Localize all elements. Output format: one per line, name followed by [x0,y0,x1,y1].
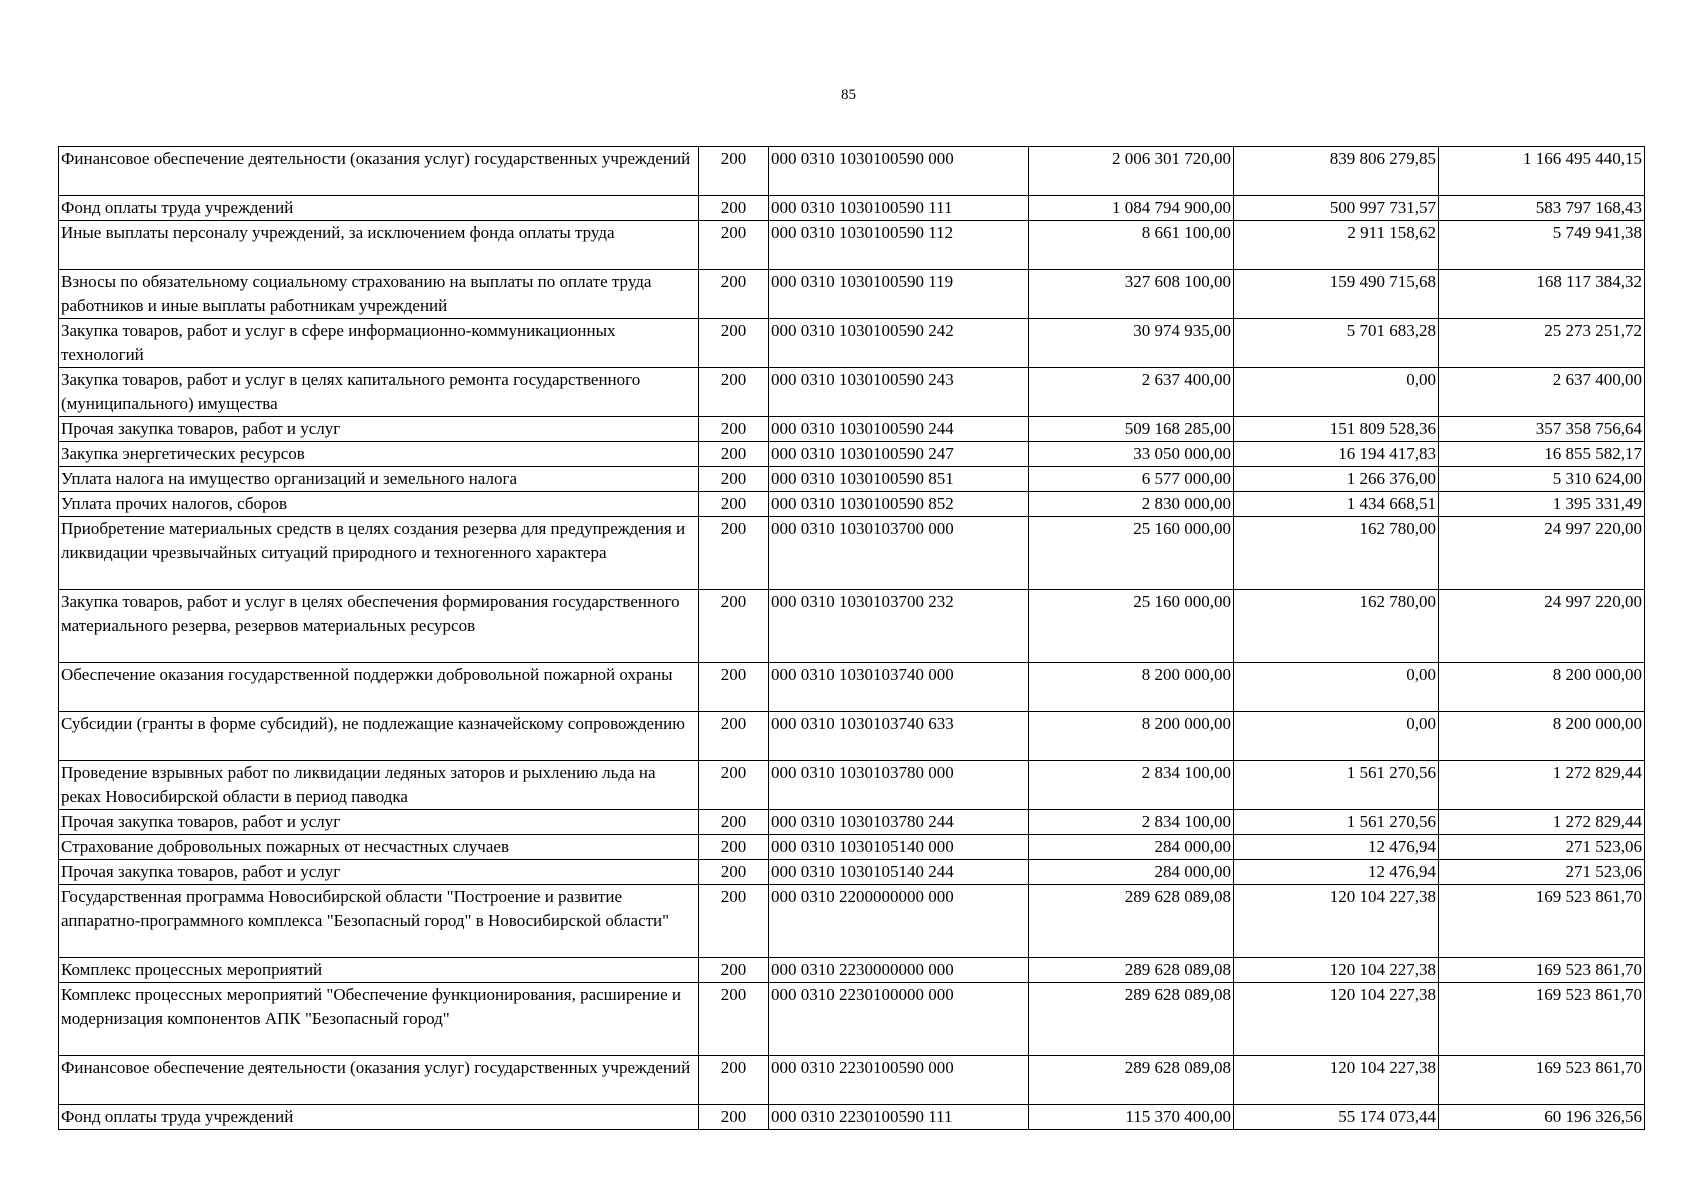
row-executed: 5 701 683,28 [1234,319,1439,368]
row-classification-code: 000 0310 1030105140 000 [769,835,1029,860]
row-name: Комплекс процессных мероприятий [59,958,699,983]
table-row [59,147,1645,196]
row-classification-code: 000 0310 1030100590 243 [769,368,1029,417]
row-name: Комплекс процессных мероприятий "Обеспечение функционирования, расширение и модернизация компонентов АПК "Безопасный город" [59,983,699,1056]
row-classification-code: 000 0310 1030100590 111 [769,196,1029,221]
table-row [59,590,1645,663]
row-name: Проведение взрывных работ по ликвидации ледяных заторов и рыхлению льда на реках Новосибирской области в период паводка [59,761,699,810]
row-line-code: 200 [699,1056,769,1105]
table-row [59,983,1645,1056]
row-executed: 12 476,94 [1234,860,1439,885]
row-approved: 1 084 794 900,00 [1029,196,1234,221]
row-approved: 30 974 935,00 [1029,319,1234,368]
row-executed: 120 104 227,38 [1234,1056,1439,1105]
row-line-code: 200 [699,492,769,517]
row-unexecuted: 24 997 220,00 [1439,517,1645,590]
row-line-code: 200 [699,885,769,958]
row-unexecuted: 169 523 861,70 [1439,983,1645,1056]
row-name: Финансовое обеспечение деятельности (оказания услуг) государственных учреждений [59,1056,699,1105]
row-classification-code: 000 0310 1030103740 633 [769,712,1029,761]
row-line-code: 200 [699,319,769,368]
row-classification-code: 000 0310 2230000000 000 [769,958,1029,983]
row-name: Уплата налога на имущество организаций и земельного налога [59,467,699,492]
table-row [59,368,1645,417]
row-name: Фонд оплаты труда учреждений [59,196,699,221]
row-executed: 162 780,00 [1234,590,1439,663]
row-classification-code: 000 0310 1030100590 247 [769,442,1029,467]
row-line-code: 200 [699,196,769,221]
table-row [59,1105,1645,1130]
row-executed: 120 104 227,38 [1234,983,1439,1056]
row-executed: 16 194 417,83 [1234,442,1439,467]
row-name: Закупка энергетических ресурсов [59,442,699,467]
row-unexecuted: 1 395 331,49 [1439,492,1645,517]
row-approved: 8 661 100,00 [1029,221,1234,270]
row-name: Взносы по обязательному социальному страхованию на выплаты по оплате труда работников и иные выплаты работникам учреждений [59,270,699,319]
row-executed: 1 561 270,56 [1234,810,1439,835]
row-classification-code: 000 0310 1030100590 852 [769,492,1029,517]
row-executed: 151 809 528,36 [1234,417,1439,442]
row-approved: 284 000,00 [1029,835,1234,860]
row-executed: 120 104 227,38 [1234,885,1439,958]
table-row [59,492,1645,517]
table-row [59,196,1645,221]
row-line-code: 200 [699,467,769,492]
row-classification-code: 000 0310 1030100590 244 [769,417,1029,442]
row-executed: 159 490 715,68 [1234,270,1439,319]
row-approved: 509 168 285,00 [1029,417,1234,442]
row-approved: 327 608 100,00 [1029,270,1234,319]
row-executed: 0,00 [1234,368,1439,417]
row-unexecuted: 271 523,06 [1439,835,1645,860]
row-approved: 8 200 000,00 [1029,663,1234,712]
table-row [59,442,1645,467]
row-name: Закупка товаров, работ и услуг в целях капитального ремонта государственного (муниципального) имущества [59,368,699,417]
row-unexecuted: 357 358 756,64 [1439,417,1645,442]
row-line-code: 200 [699,810,769,835]
row-classification-code: 000 0310 1030100590 000 [769,147,1029,196]
row-approved: 25 160 000,00 [1029,517,1234,590]
row-approved: 2 006 301 720,00 [1029,147,1234,196]
row-approved: 115 370 400,00 [1029,1105,1234,1130]
table-row [59,712,1645,761]
row-unexecuted: 25 273 251,72 [1439,319,1645,368]
row-classification-code: 000 0310 2230100000 000 [769,983,1029,1056]
row-classification-code: 000 0310 1030100590 119 [769,270,1029,319]
row-unexecuted: 169 523 861,70 [1439,1056,1645,1105]
row-classification-code: 000 0310 1030100590 851 [769,467,1029,492]
row-unexecuted: 169 523 861,70 [1439,958,1645,983]
row-approved: 289 628 089,08 [1029,958,1234,983]
row-approved: 289 628 089,08 [1029,885,1234,958]
row-name: Прочая закупка товаров, работ и услуг [59,810,699,835]
table-row [59,810,1645,835]
table-row [59,417,1645,442]
row-line-code: 200 [699,368,769,417]
page-number: 85 [841,87,856,103]
row-line-code: 200 [699,270,769,319]
row-classification-code: 000 0310 2230100590 111 [769,1105,1029,1130]
row-executed: 162 780,00 [1234,517,1439,590]
row-executed: 55 174 073,44 [1234,1105,1439,1130]
row-executed: 2 911 158,62 [1234,221,1439,270]
row-unexecuted: 8 200 000,00 [1439,663,1645,712]
row-classification-code: 000 0310 1030100590 242 [769,319,1029,368]
row-line-code: 200 [699,761,769,810]
row-name: Прочая закупка товаров, работ и услуг [59,417,699,442]
row-executed: 0,00 [1234,663,1439,712]
row-approved: 2 834 100,00 [1029,761,1234,810]
row-unexecuted: 24 997 220,00 [1439,590,1645,663]
table-row [59,517,1645,590]
row-approved: 6 577 000,00 [1029,467,1234,492]
row-unexecuted: 271 523,06 [1439,860,1645,885]
row-unexecuted: 60 196 326,56 [1439,1105,1645,1130]
row-approved: 2 830 000,00 [1029,492,1234,517]
row-executed: 12 476,94 [1234,835,1439,860]
row-executed: 1 561 270,56 [1234,761,1439,810]
row-name: Финансовое обеспечение деятельности (оказания услуг) государственных учреждений [59,147,699,196]
row-executed: 1 434 668,51 [1234,492,1439,517]
row-name: Страхование добровольных пожарных от несчастных случаев [59,835,699,860]
table-row [59,467,1645,492]
row-executed: 839 806 279,85 [1234,147,1439,196]
row-line-code: 200 [699,442,769,467]
row-unexecuted: 2 637 400,00 [1439,368,1645,417]
row-approved: 2 637 400,00 [1029,368,1234,417]
row-line-code: 200 [699,590,769,663]
row-executed: 500 997 731,57 [1234,196,1439,221]
row-name: Фонд оплаты труда учреждений [59,1105,699,1130]
row-name: Закупка товаров, работ и услуг в целях обеспечения формирования государственного материального резерва, резервов материальных ресурсов [59,590,699,663]
row-name: Обеспечение оказания государственной поддержки добровольной пожарной охраны [59,663,699,712]
table-row [59,663,1645,712]
row-line-code: 200 [699,517,769,590]
row-line-code: 200 [699,712,769,761]
row-name: Закупка товаров, работ и услуг в сфере информационно-коммуникационных технологий [59,319,699,368]
row-approved: 289 628 089,08 [1029,983,1234,1056]
table-row [59,270,1645,319]
budget-table [58,146,1645,1130]
row-executed: 120 104 227,38 [1234,958,1439,983]
table-row [59,860,1645,885]
table-row [59,221,1645,270]
row-unexecuted: 583 797 168,43 [1439,196,1645,221]
row-classification-code: 000 0310 1030103740 000 [769,663,1029,712]
row-name: Субсидии (гранты в форме субсидий), не подлежащие казначейскому сопровождению [59,712,699,761]
row-name: Приобретение материальных средств в целях создания резерва для предупреждения и ликвидации чрезвычайных ситуаций природного и техногенного характера [59,517,699,590]
table-row [59,1056,1645,1105]
row-unexecuted: 1 272 829,44 [1439,761,1645,810]
row-classification-code: 000 0310 1030100590 112 [769,221,1029,270]
row-unexecuted: 168 117 384,32 [1439,270,1645,319]
row-approved: 33 050 000,00 [1029,442,1234,467]
row-approved: 2 834 100,00 [1029,810,1234,835]
row-classification-code: 000 0310 2230100590 000 [769,1056,1029,1105]
row-line-code: 200 [699,983,769,1056]
row-name: Прочая закупка товаров, работ и услуг [59,860,699,885]
row-classification-code: 000 0310 1030105140 244 [769,860,1029,885]
row-unexecuted: 16 855 582,17 [1439,442,1645,467]
row-name: Уплата прочих налогов, сборов [59,492,699,517]
row-unexecuted: 5 310 624,00 [1439,467,1645,492]
row-classification-code: 000 0310 1030103700 000 [769,517,1029,590]
row-classification-code: 000 0310 1030103780 244 [769,810,1029,835]
row-line-code: 200 [699,417,769,442]
row-line-code: 200 [699,958,769,983]
row-classification-code: 000 0310 1030103700 232 [769,590,1029,663]
row-unexecuted: 1 272 829,44 [1439,810,1645,835]
table-row [59,958,1645,983]
row-approved: 284 000,00 [1029,860,1234,885]
row-name: Иные выплаты персоналу учреждений, за исключением фонда оплаты труда [59,221,699,270]
table-row [59,761,1645,810]
row-line-code: 200 [699,663,769,712]
row-executed: 1 266 376,00 [1234,467,1439,492]
row-executed: 0,00 [1234,712,1439,761]
row-line-code: 200 [699,1105,769,1130]
row-unexecuted: 169 523 861,70 [1439,885,1645,958]
row-approved: 25 160 000,00 [1029,590,1234,663]
row-name: Государственная программа Новосибирской области "Построение и развитие аппаратно-программного комплекса "Безопасный город" в Новосибирской области" [59,885,699,958]
row-line-code: 200 [699,860,769,885]
row-unexecuted: 5 749 941,38 [1439,221,1645,270]
row-line-code: 200 [699,835,769,860]
table-row [59,885,1645,958]
row-line-code: 200 [699,221,769,270]
row-approved: 8 200 000,00 [1029,712,1234,761]
row-unexecuted: 8 200 000,00 [1439,712,1645,761]
row-approved: 289 628 089,08 [1029,1056,1234,1105]
row-classification-code: 000 0310 1030103780 000 [769,761,1029,810]
table-row [59,319,1645,368]
row-line-code: 200 [699,147,769,196]
row-classification-code: 000 0310 2200000000 000 [769,885,1029,958]
table-row [59,835,1645,860]
row-unexecuted: 1 166 495 440,15 [1439,147,1645,196]
